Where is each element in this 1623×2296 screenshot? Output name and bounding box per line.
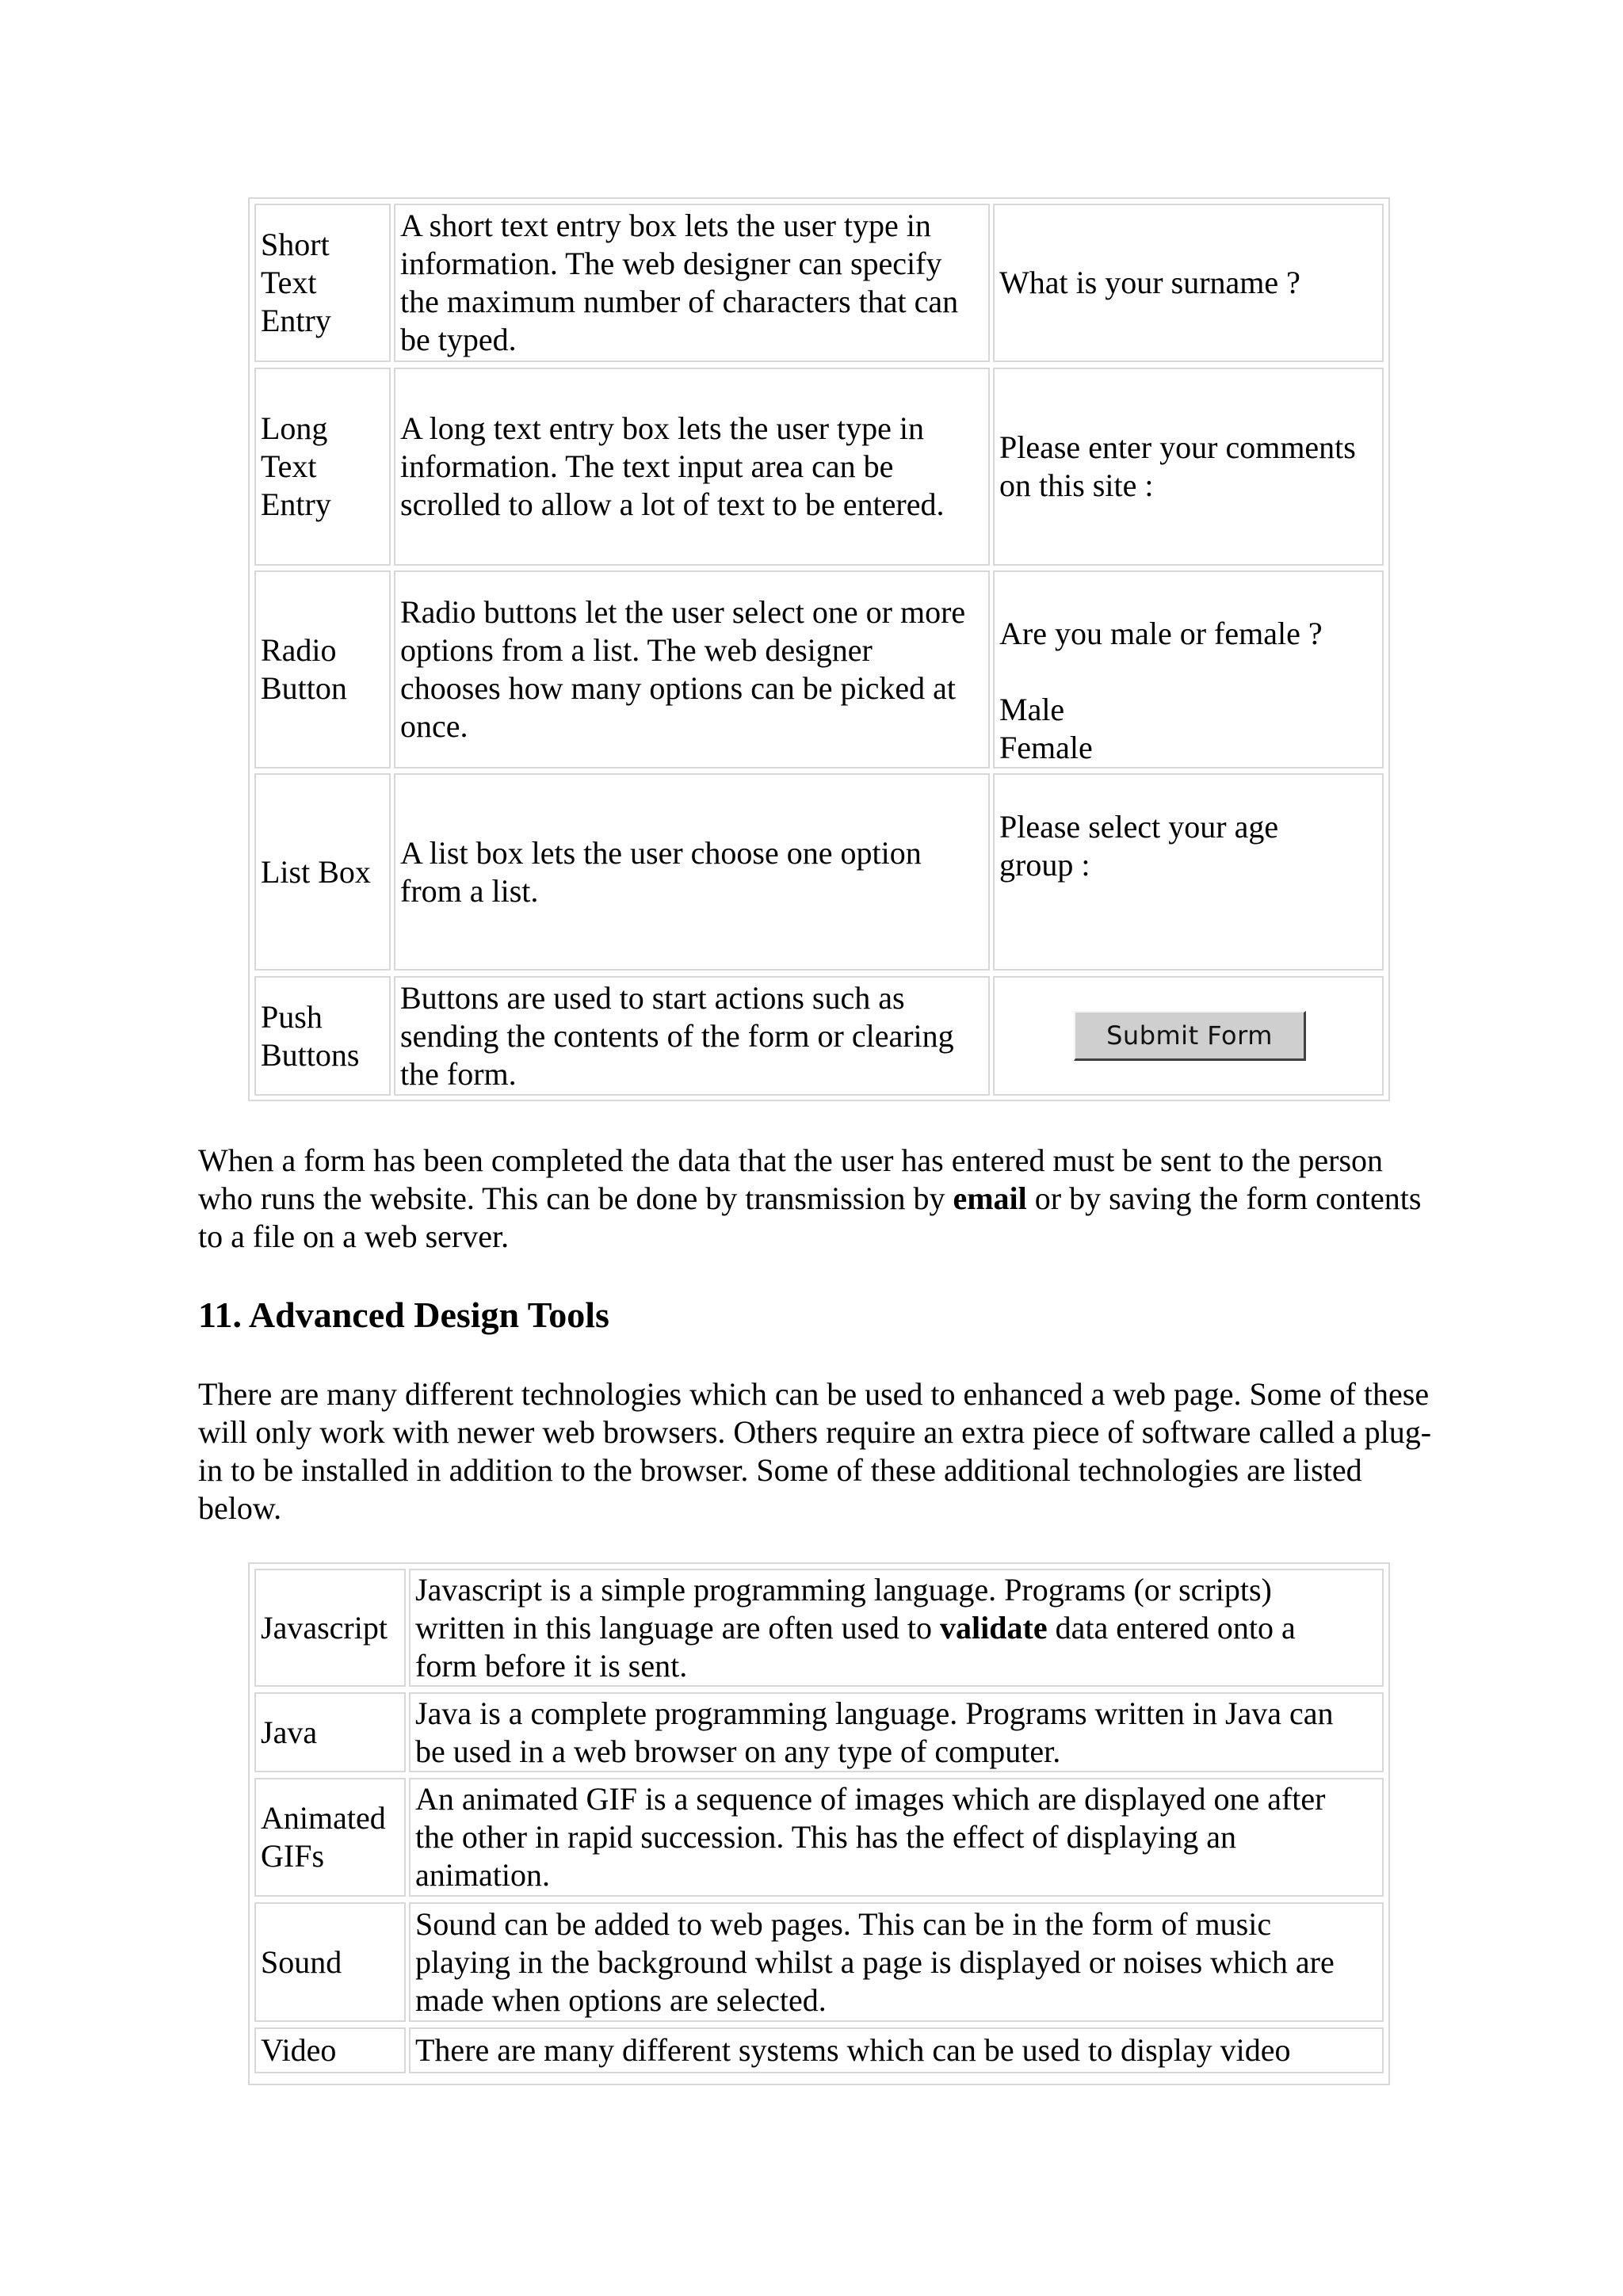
element-description: A long text entry box lets the user type in information. The text input area can be scrolled to allow a lot of text to be entered. (400, 410, 945, 522)
table-cell-element-name (254, 204, 391, 362)
tool-description-bold-term: validate (940, 1609, 1048, 1646)
table-cell-tool-description (409, 1569, 1384, 1687)
paragraph-text: or by saving the form contents to a file on a web server. (198, 1180, 1422, 1254)
table-cell-element-description (394, 773, 990, 971)
table-cell-tool-name (254, 1569, 406, 1687)
tool-name-video: Video (261, 2032, 337, 2068)
table-cell-element-example (993, 976, 1384, 1096)
table-cell-element-name (254, 773, 391, 971)
element-name-long-text-entry: Long Text Entry (261, 410, 331, 522)
table-cell-tool-name (254, 1902, 406, 2022)
table-cell-element-name (254, 976, 391, 1096)
table-cell-element-name (254, 570, 391, 769)
tool-description: An animated GIF is a sequence of images which are displayed one after the other in rapid succession. This has the effect of displaying an animation. (415, 1781, 1326, 1893)
element-example: Please select your age group : (999, 809, 1279, 883)
table-cell-tool-description (409, 1692, 1384, 1772)
tool-description-text: data entered onto a form before it is sent. (415, 1609, 1296, 1684)
submit-form-button[interactable]: Submit Form (1074, 1011, 1306, 1061)
table-cell-element-description (394, 204, 990, 362)
table-cell-tool-name (254, 1778, 406, 1897)
table-cell-element-example (993, 773, 1384, 971)
element-name-radio-button: Radio Button (261, 632, 347, 706)
paragraph-bold-term: email (953, 1180, 1027, 1216)
table-cell-element-description (394, 368, 990, 566)
element-description: A short text entry box lets the user type in information. The web designer can specify the maximum number of characters that can be typed. (400, 208, 959, 357)
element-example: Are you male or female ? Male Female (999, 616, 1323, 765)
tool-description: Java is a complete programming language. Programs written in Java can be used in a web browser on any type of computer. (415, 1695, 1334, 1769)
element-example: Please enter your comments on this site : (999, 429, 1356, 503)
table-cell-element-example (993, 368, 1384, 566)
tool-description (415, 1571, 1296, 1685)
table-cell-element-example (993, 570, 1384, 769)
element-description: Buttons are used to start actions such as sending the contents of the form or clearing the form. (400, 979, 954, 1092)
table-cell-tool-name (254, 2027, 406, 2073)
table-cell-tool-description (409, 1778, 1384, 1897)
element-description: Radio buttons let the user select one or more options from a list. The web designer chooses how many options can be picked at once. (400, 594, 966, 744)
table-cell-tool-name (254, 1692, 406, 1772)
paragraph-text: When a form has been completed the data that the user has entered must be sent to the person who runs the website. This can be done by transmission by (198, 1142, 1384, 1216)
advanced-tools-intro-paragraph: There are many different technologies which can be used to enhanced a web page. Some of these will only work with newer web browsers. Others require an extra piece of software called a plug-in to be installed in addition to the browser. Some of these additional technologies are listed below. (198, 1376, 1432, 1526)
element-example: What is your surname ? (999, 265, 1300, 300)
table-cell-element-description (394, 570, 990, 769)
tool-description: There are many different systems which can be used to display video (415, 2032, 1291, 2068)
section-heading: 11. Advanced Design Tools (198, 1295, 609, 1335)
element-description: A list box lets the user choose one option from a list. (400, 834, 922, 909)
tool-name-animated-gifs: Animated GIFs (261, 1800, 386, 1874)
tool-name-sound: Sound (261, 1943, 342, 1980)
tool-description: Sound can be added to web pages. This can be in the form of music playing in the background whilst a page is displayed or noises which are made when options are selected. (415, 1905, 1335, 2018)
table-cell-element-name (254, 368, 391, 566)
table-cell-element-example (993, 204, 1384, 362)
table-cell-tool-description (409, 2027, 1384, 2073)
table-cell-element-description (394, 976, 990, 1096)
tool-name-javascript: Javascript (261, 1609, 388, 1646)
tool-name-java: Java (261, 1714, 318, 1750)
element-name-push-buttons: Push Buttons (261, 998, 360, 1073)
element-name-list-box: List Box (261, 853, 371, 890)
form-submission-paragraph (198, 1142, 1442, 1256)
element-name-short-text-entry: Short Text Entry (261, 227, 331, 338)
table-cell-tool-description (409, 1902, 1384, 2022)
tool-description-text: Javascript is a simple programming language. Programs (or scripts) written in this language are often used to (415, 1571, 1272, 1646)
